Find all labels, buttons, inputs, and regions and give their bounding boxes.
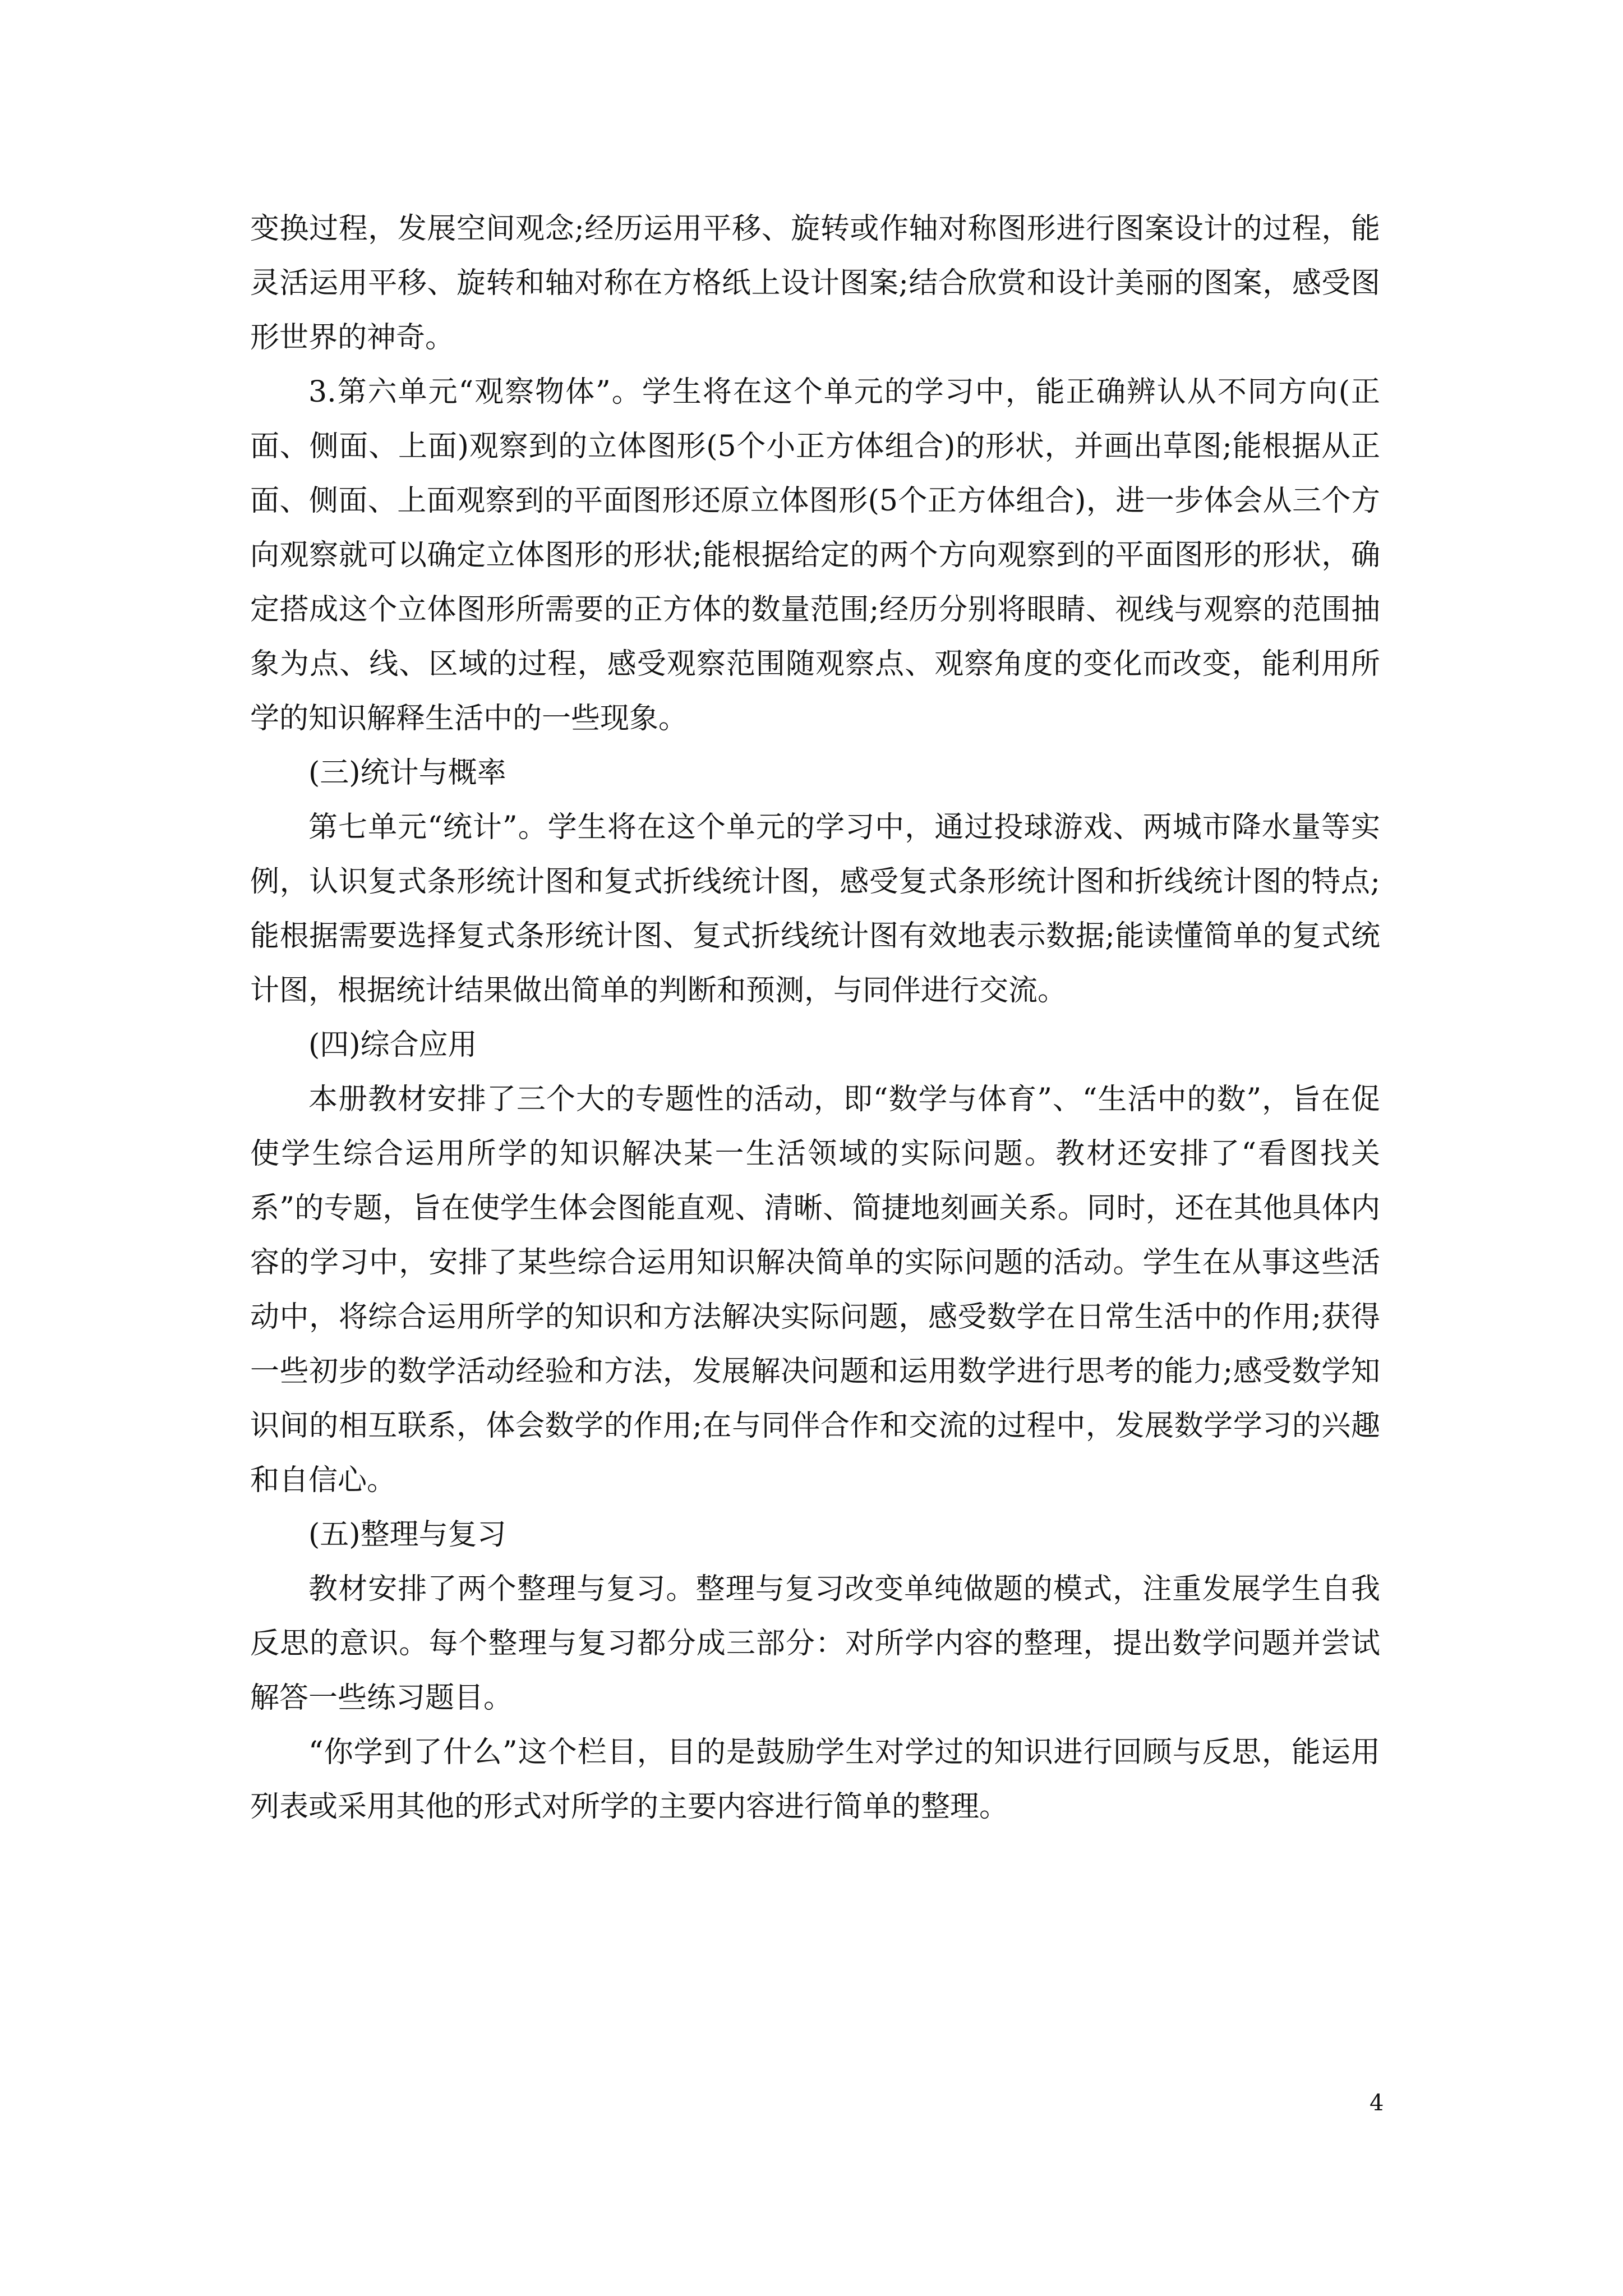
paragraph-unit6-observing-objects: 3.第六单元“观察物体”。学生将在这个单元的学习中，能正确辨认从不同方向(正面、侧面、上面)观察到的立体图形(5个小正方体组合)的形状，并画出草图;能根据从正面、侧面、上面观察到的平面图形还原立体图形(5个正方体组合)，进一步体会从三个方向观察就可以确定立体图形的形状;能根据给定的两个方向观察到的平面图形的形状，确定搭成这个立体图形所需要的正方体的数量范围;经历分别将眼睛、视线与观察的范围抽象为点、线、区域的过程，感受观察范围随观察点、观察角度的变化而改变，能利用所学的知识解释生活中的一些现象。 <box>250 375 1380 735</box>
section-heading-review: (五)整理与复习 <box>308 1518 506 1552</box>
document-body <box>250 202 1380 1834</box>
paragraph-review-arrangement: 教材安排了两个整理与复习。整理与复习改变单纯做题的模式，注重发展学生自我反思的意识。每个整理与复习都分成三部分：对所学内容的整理，提出数学问题并尝试解答一些练习题目。 <box>250 1572 1380 1715</box>
section-heading-comprehensive-application: (四)综合应用 <box>308 1028 477 1062</box>
paragraph-what-you-learned: “你学到了什么”这个栏目，目的是鼓励学生对学过的知识进行回顾与反思，能运用列表或采用其他的形式对所学的主要内容进行简单的整理。 <box>250 1736 1380 1824</box>
paragraph-continued-unit5: 变换过程，发展空间观念;经历运用平移、旋转或作轴对称图形进行图案设计的过程，能灵活运用平移、旋转和轴对称在方格纸上设计图案;结合欣赏和设计美丽的图案，感受图形世界的神奇。 <box>250 212 1380 355</box>
section-heading-statistics-probability: (三)统计与概率 <box>308 756 506 790</box>
paragraph-unit7-statistics: 第七单元“统计”。学生将在这个单元的学习中，通过投球游戏、两城市降水量等实例，认识复式条形统计图和复式折线统计图，感受复式条形统计图和折线统计图的特点;能根据需要选择复式条形统计图、复式折线统计图有效地表示数据;能读懂简单的复式统计图，根据统计结果做出简单的判断和预测，与同伴进行交流。 <box>250 811 1380 1007</box>
page-number: 4 <box>1370 2090 1384 2116</box>
paragraph-comprehensive-activities: 本册教材安排了三个大的专题性的活动，即“数学与体育”、“生活中的数”，旨在促使学生综合运用所学的知识解决某一生活领域的实际问题。教材还安排了“看图找关系”的专题，旨在使学生体会图能直观、清晰、简捷地刻画关系。同时，还在其他具体内容的学习中，安排了某些综合运用知识解决简单的实际问题的活动。学生在从事这些活动中，将综合运用所学的知识和方法解决实际问题，感受数学在日常生活中的作用;获得一些初步的数学活动经验和方法，发展解决问题和运用数学进行思考的能力;感受数学知识间的相互联系，体会数学的作用;在与同伴合作和交流的过程中，发展数学学习的兴趣和自信心。 <box>250 1083 1380 1497</box>
